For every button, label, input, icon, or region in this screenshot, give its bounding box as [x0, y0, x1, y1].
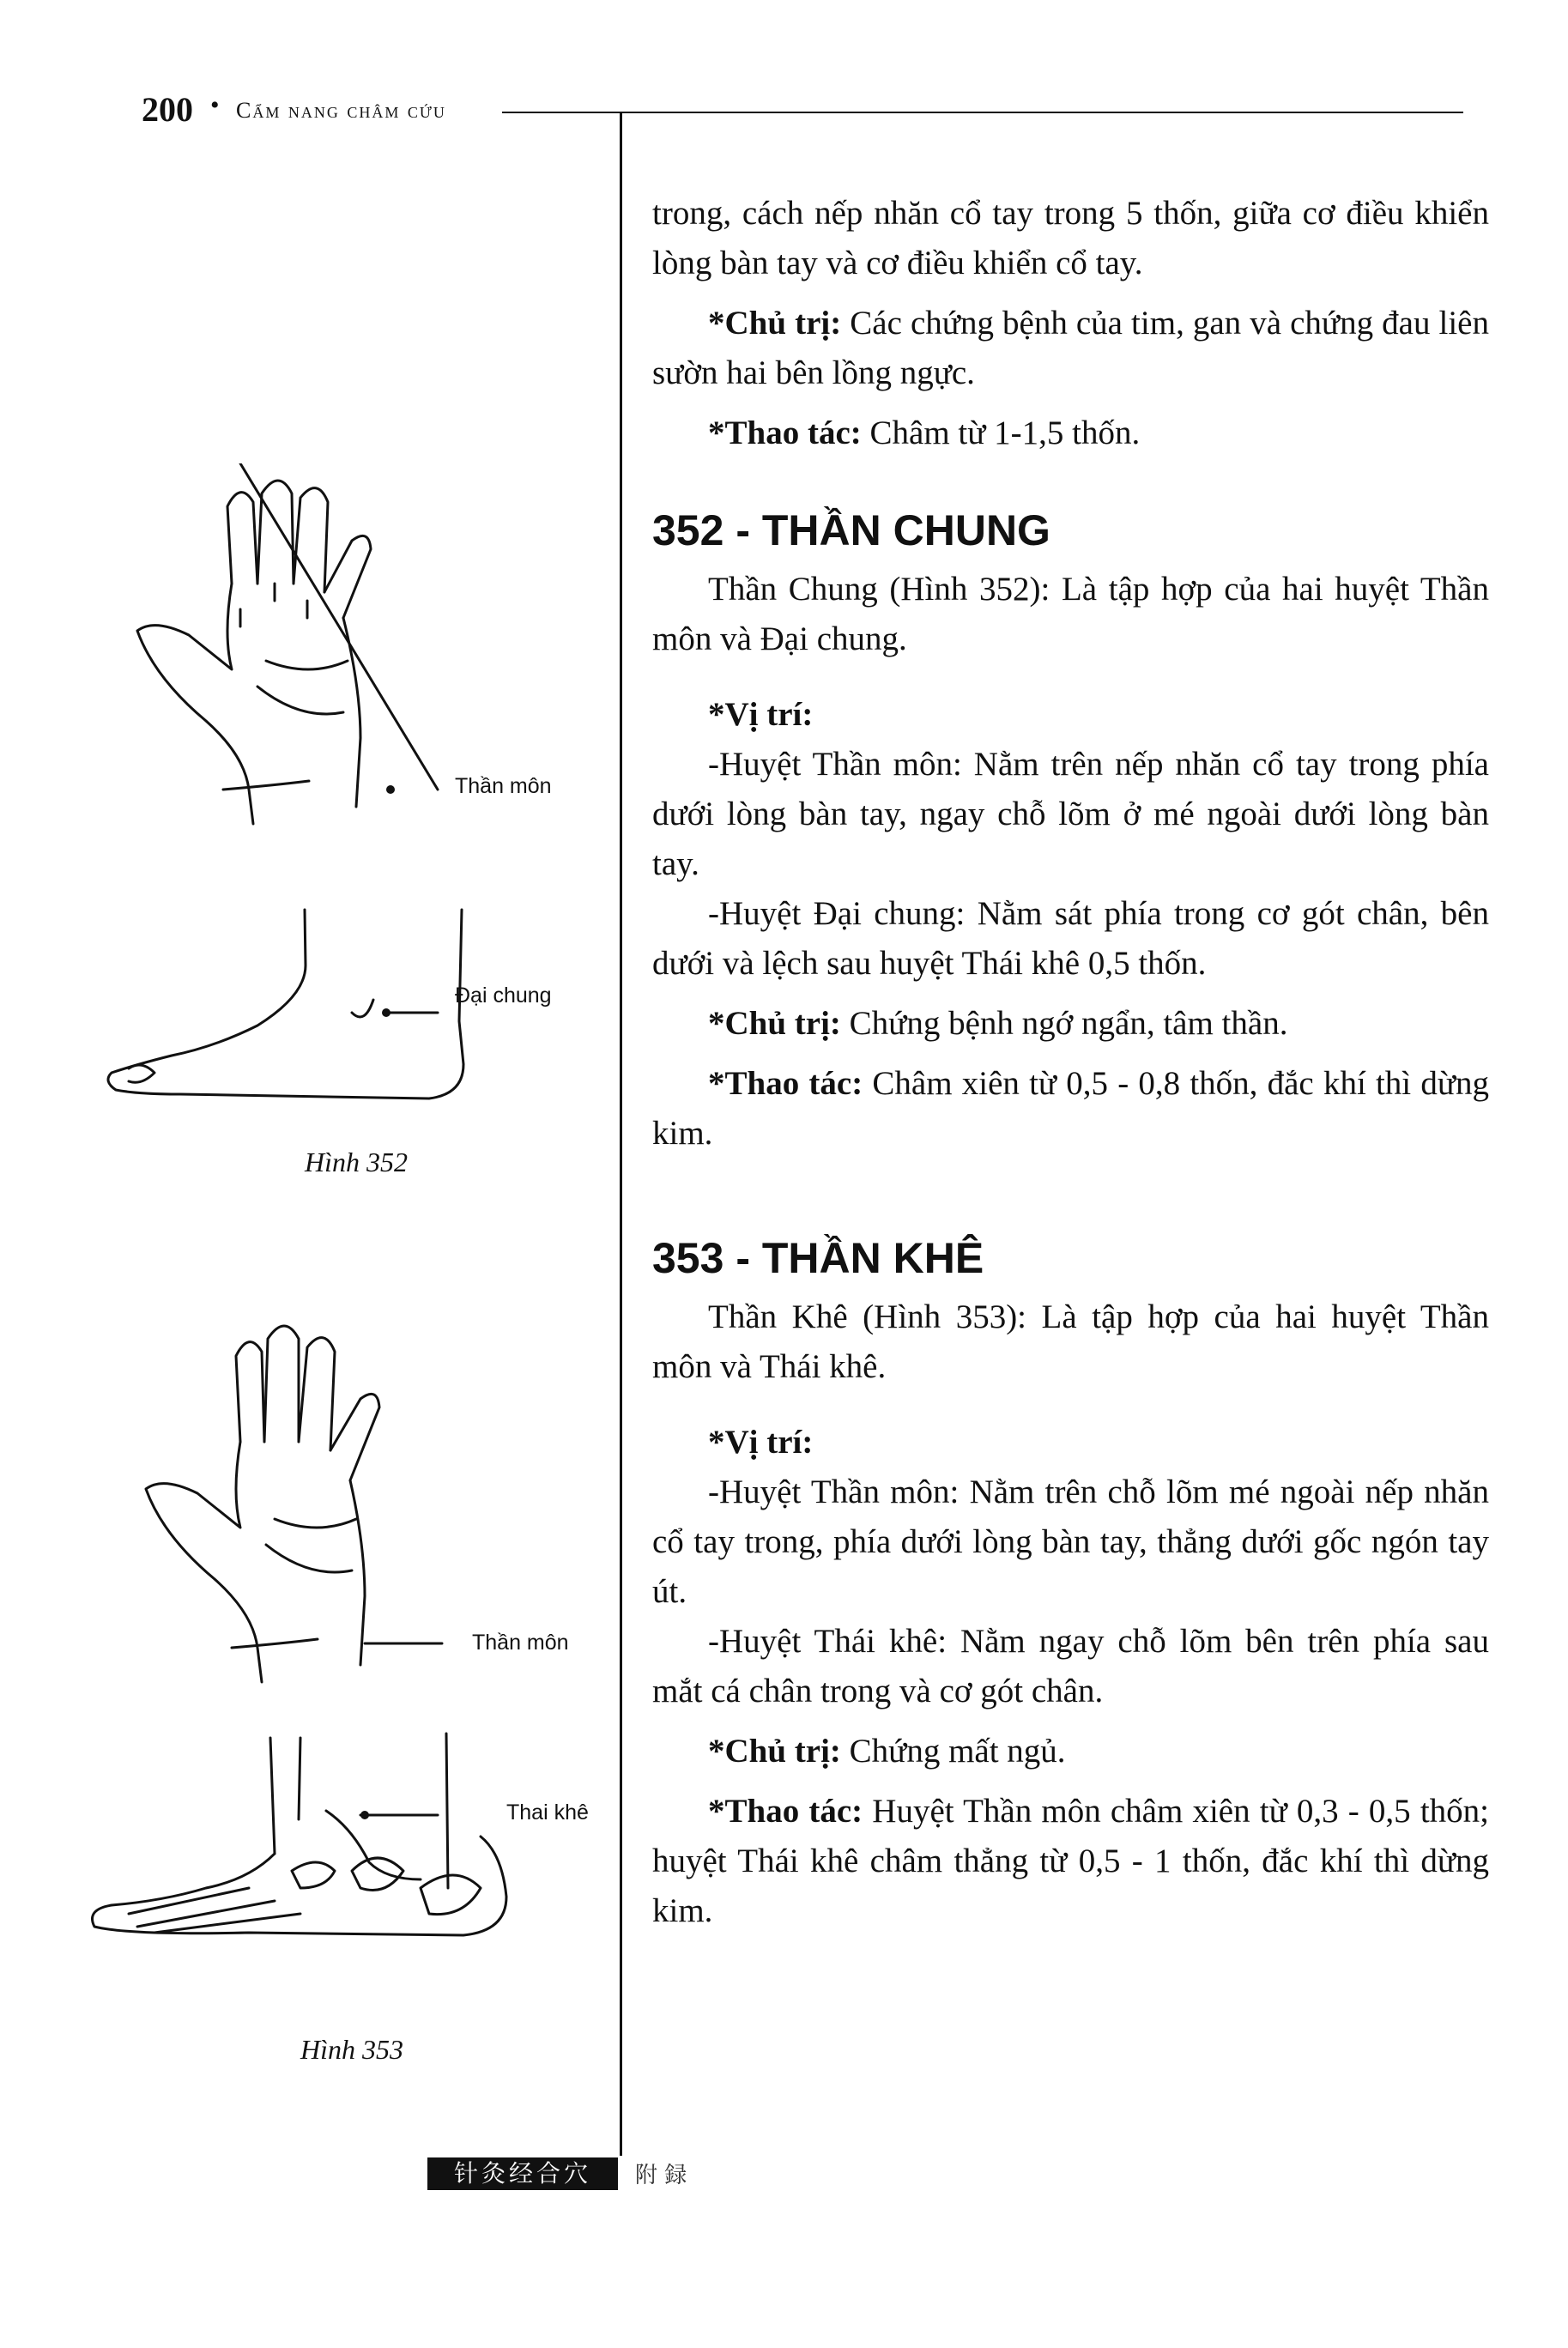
section-352-thao-tac-label: *Thao tác: [708, 1065, 863, 1102]
section-352-thao-tac-text: Châm xiên từ 0,5 - 0,8 thốn, đắc khí thì dừng kim. [652, 1065, 1489, 1152]
leader-line-than-mon-352 [240, 463, 438, 790]
intro-thao-tac-label: *Thao tác: [708, 415, 862, 451]
section-352-intro: Thần Chung (Hình 352): Là tập hợp của hai huyệt Thần môn và Đại chung. [652, 571, 1489, 657]
section-353-thao-tac-text: Huyệt Thần môn châm xiên từ 0,3 - 0,5 thốn; huyệt Thái khê châm thẳng từ 0,5 - 1 thốn, đắc khí thì dừng kim. [652, 1793, 1489, 1929]
section-353-heading: 353 - THẦN KHÊ [652, 1234, 984, 1282]
point-dai-chung-352 [382, 1008, 390, 1017]
intro-thao-tac-text: Châm từ 1-1,5 thốn. [861, 415, 1141, 451]
section-352-vi-tri-label: *Vị trí: [708, 696, 814, 733]
header-bullet: • [210, 91, 220, 119]
intro-text: trong, cách nếp nhăn cổ tay trong 5 thốn, giữa cơ điều khiển lòng bàn tay và cơ điều khiển cổ tay. [652, 195, 1489, 281]
section-353-intro: Thần Khê (Hình 353): Là tập hợp của hai huyệt Thần môn và Thái khê. [652, 1298, 1489, 1385]
figure-caption-353: Hình 353 [300, 2034, 403, 2065]
figure-label-than-mon-353: Thần môn [472, 1631, 569, 1655]
page-number: 200 [142, 90, 193, 129]
footer-book-series-bar: 针灸经合穴 [427, 2157, 618, 2190]
footer-mark: 附 録 [635, 2163, 687, 2188]
figure-label-thai-khe-353: Thai khê [506, 1800, 589, 1825]
figure-caption-352: Hình 352 [305, 1147, 408, 1177]
intro-chu-tri-label: *Chủ trị: [708, 305, 842, 342]
section-353 [652, 1232, 1489, 1936]
section-353-thao-tac [652, 1787, 1489, 1936]
section-353-chu-tri-text: Chứng mất ngủ. [840, 1733, 1066, 1770]
hand-drawing-352 [137, 481, 371, 824]
running-header [142, 86, 1480, 129]
section-352-thao-tac [652, 1059, 1489, 1159]
section-353-vi-tri-p1: -Huyệt Thần môn: Nằm trên chỗ lõm mé ngoài nếp nhăn cổ tay trong, phía dưới lòng bàn tay, thẳng dưới gốc ngón tay út. [652, 1474, 1489, 1610]
point-than-mon-352 [386, 785, 395, 794]
section-352-chu-tri-text: Chứng bệnh ngớ ngẩn, tâm thần. [840, 1005, 1288, 1042]
figure-label-than-mon-352: Thần môn [455, 774, 552, 798]
foot-drawing-352 [108, 910, 463, 1098]
point-thai-khe-353 [360, 1811, 369, 1819]
section-353-thao-tac-label: *Thao tác: [708, 1793, 863, 1830]
column-divider [620, 113, 622, 2156]
section-352-vi-tri-p1: -Huyệt Thần môn: Nằm trên nếp nhăn cổ tay trong phía dưới lòng bàn tay, ngay chỗ lõm ở mé ngoài dưới lòng bàn tay. [652, 746, 1489, 882]
intro-chu-tri-text: Các chứng bệnh của tim, gan và chứng đau liên sườn hai bên lồng ngực. [652, 305, 1489, 391]
section-352-chu-tri [652, 999, 1489, 1049]
figure-label-dai-chung-352: Đại chung [455, 983, 552, 1008]
section-353-chu-tri-label: *Chủ trị: [708, 1733, 841, 1770]
section-352-vi-tri-p2: -Huyệt Đại chung: Nằm sát phía trong cơ gót chân, bên dưới và lệch sau huyệt Thái khê 0,5 thốn. [652, 895, 1489, 982]
section-352-chu-tri-label: *Chủ trị: [708, 1005, 841, 1042]
section-352-heading: 352 - THẦN CHUNG [652, 506, 1050, 554]
section-353-vi-tri-p2: -Huyệt Thái khê: Nằm ngay chỗ lõm bên trên phía sau mắt cá chân trong và cơ gót chân. [652, 1623, 1489, 1710]
header-rule [502, 112, 1463, 113]
foot-skeleton-drawing-353 [93, 1734, 507, 1935]
section-352 [652, 505, 1489, 1159]
intro-block [652, 189, 1489, 458]
book-title: Cẩm nang châm cứu [236, 98, 446, 123]
section-353-vi-tri-label: *Vị trí: [708, 1424, 814, 1461]
intro-thao-tac [652, 408, 1489, 458]
section-353-chu-tri [652, 1727, 1489, 1776]
hand-drawing-353 [146, 1326, 379, 1682]
intro-chu-tri [652, 299, 1489, 398]
